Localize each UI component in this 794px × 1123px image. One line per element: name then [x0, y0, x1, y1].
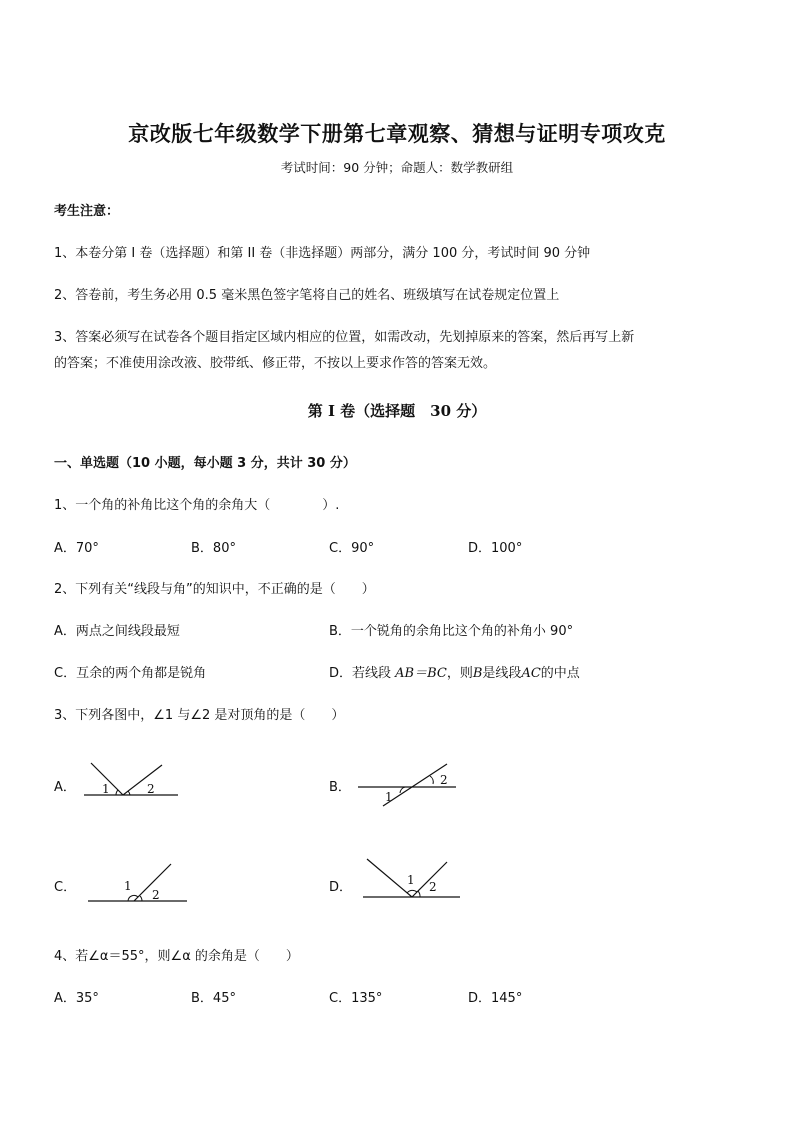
question-3-stem: 3、下列各图中，∠1 与∠2 是对顶角的是（ ）: [54, 708, 345, 723]
question-1-option-c: C．90°: [329, 541, 375, 556]
question-4-option-b: B．45°: [191, 991, 236, 1006]
notice-item-3-continued: 的答案；不准使用涂改液、胶带纸、修正带，不按以上要求作答的答案无效。: [54, 356, 497, 371]
figure-d-label-1: 1: [407, 873, 415, 887]
figure-b-label-2: 2: [440, 773, 448, 787]
figure-a-ray-right: [123, 765, 162, 795]
question-3-option-b: B．: [329, 780, 351, 795]
figure-a-label-1: 1: [102, 782, 110, 796]
question-4-option-d: D．145°: [468, 991, 523, 1006]
notice-item-3: 3、答案必须写在试卷各个题目指定区域内相应的位置，如需改动，先划掉原来的答案，然后再写上新: [54, 330, 635, 345]
question-4-option-a: A．35°: [54, 991, 99, 1006]
question-3-option-c: C．: [54, 880, 77, 895]
figure-d: [360, 856, 464, 902]
question-4-stem: 4、若∠α＝55°，则∠α 的余角是（ ）: [54, 949, 299, 964]
option-d-mid: ，则: [446, 666, 473, 681]
option-d-mid2: 是线段: [482, 666, 522, 681]
figure-b-arc-2: [430, 776, 433, 784]
section-title: 第 I 卷（选择题 30 分）: [307, 402, 487, 420]
question-3-option-a: A．: [54, 780, 76, 795]
question-2-option-a: A．两点之间线段最短: [54, 624, 180, 639]
notice-item-2: 2、答卷前，考生务必用 0.5 毫米黑色签字笔将自己的姓名、班级填写在试卷规定位置上: [54, 288, 560, 303]
option-d-prefix: D．若线段: [329, 666, 396, 681]
figure-d-arc-1: [407, 890, 417, 893]
figure-a-arc-1: [116, 790, 118, 795]
part-heading: 一、单选题（10 小题，每小题 3 分，共计 30 分）: [54, 456, 356, 471]
figure-d-arc-2: [418, 891, 420, 897]
figure-b-label-1: 1: [385, 790, 393, 804]
figure-a-label-2: 2: [147, 782, 155, 796]
question-1-option-d: D．100°: [468, 541, 523, 556]
figure-b: [355, 758, 465, 808]
question-2-option-b: B．一个锐角的余角比这个角的补角小 90°: [329, 624, 574, 639]
point-b: B: [472, 666, 483, 681]
figure-c-arc-2: [140, 896, 142, 901]
figure-c-label-1: 1: [124, 879, 132, 893]
figure-a: [80, 756, 190, 804]
option-d-end: 的中点: [540, 666, 580, 681]
question-1-stem: 1、一个角的补角比这个角的余角大（ ）.: [54, 498, 340, 513]
figure-c: [86, 860, 196, 906]
page-title: 京改版七年级数学下册第七章观察、猜想与证明专项攻克: [128, 121, 666, 146]
question-4-option-c: C．135°: [329, 991, 383, 1006]
figure-d-ray-left: [367, 859, 412, 897]
exam-info: 考试时间：90 分钟；命题人：数学教研组: [280, 160, 514, 175]
question-2-option-d: [329, 662, 580, 681]
notice-heading: 考生注意：: [54, 204, 120, 219]
question-1-option-a: A．70°: [54, 541, 99, 556]
figure-d-label-2: 2: [429, 880, 437, 894]
segment-ac: AC: [521, 666, 541, 681]
question-2-option-c: C．互余的两个角都是锐角: [54, 666, 207, 681]
question-2-stem: 2、下列有关“线段与角”的知识中，不正确的是（ ）: [54, 582, 375, 597]
question-3-option-d: D．: [329, 880, 353, 895]
notice-item-1: 1、本卷分第 I 卷（选择题）和第 II 卷（非选择题）两部分，满分 100 分，考试时间 90 分钟: [54, 246, 591, 261]
figure-c-label-2: 2: [152, 888, 160, 902]
question-1-option-b: B．80°: [191, 541, 236, 556]
segment-equation: AB＝BC: [395, 666, 447, 681]
